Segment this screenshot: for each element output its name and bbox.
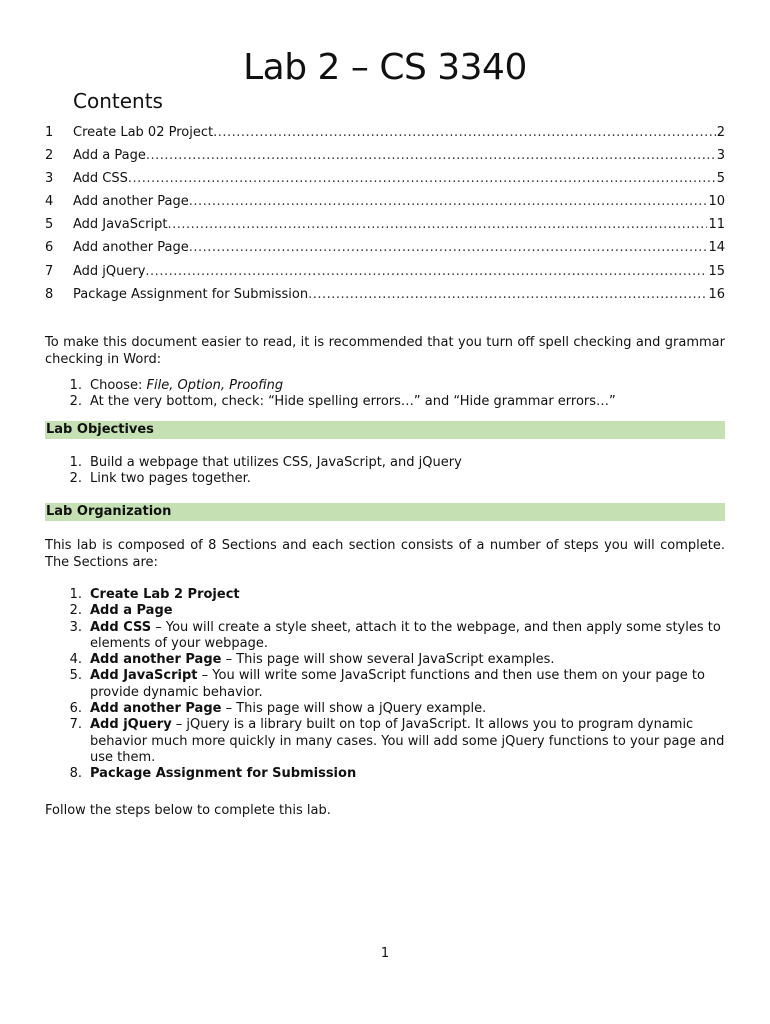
- list-item: [45, 766, 725, 782]
- list-number: 1.: [69, 455, 82, 470]
- document-title: Lab 2 – CS 3340: [243, 47, 527, 88]
- toc-leader: [213, 121, 716, 144]
- closing-paragraph: Follow the steps below to complete this lab.: [45, 803, 331, 818]
- step-text: Choose:: [90, 378, 147, 393]
- section-description: – jQuery is a library built on top of JavaScript. It allows you to program dynamic behavior much more quickly in many cases. You will add some jQuery functions to your page and use them.: [90, 717, 725, 765]
- toc-label: Add CSS: [73, 171, 128, 187]
- toc-entry[interactable]: [45, 260, 725, 283]
- section-name: Add JavaScript: [90, 668, 198, 684]
- list-item: [45, 378, 725, 394]
- list-item: [45, 587, 725, 603]
- list-item: [45, 620, 725, 653]
- toc-label: Add jQuery: [73, 263, 146, 279]
- toc-number: 6: [45, 240, 54, 256]
- objective-text: Link two pages together.: [90, 471, 251, 487]
- list-number: 7.: [69, 717, 82, 733]
- toc-leader: [189, 236, 708, 259]
- sections-list: [45, 587, 725, 783]
- list-number: 4.: [69, 652, 82, 668]
- section-name: Add CSS: [90, 619, 152, 635]
- toc-entry[interactable]: [45, 144, 725, 167]
- list-item: [45, 455, 725, 471]
- list-number: 5.: [69, 668, 82, 684]
- toc-page: 2: [716, 125, 725, 140]
- toc-number: 8: [45, 286, 54, 302]
- intro-steps-list: [45, 378, 725, 411]
- section-description: – This page will show a jQuery example.: [221, 701, 487, 717]
- toc-entry[interactable]: [45, 167, 725, 190]
- toc-leader: [128, 167, 716, 190]
- toc-entry[interactable]: [45, 236, 725, 259]
- toc-page: 15: [708, 263, 725, 279]
- toc-label: Add JavaScript: [73, 217, 168, 233]
- toc-leader: [145, 260, 707, 283]
- lab-organization-heading: Lab Organization: [45, 503, 725, 521]
- toc-label: Add another Page: [73, 194, 189, 210]
- list-item: [45, 652, 725, 668]
- toc-page: 16: [708, 286, 725, 302]
- toc-entry[interactable]: [45, 190, 725, 213]
- toc-page: 3: [716, 148, 725, 164]
- toc-page: 14: [708, 240, 725, 256]
- organization-paragraph: This lab is composed of 8 Sections and each section consists of a number of steps you will complete. The Sections are:: [45, 538, 725, 570]
- section-name: Add another Page: [90, 652, 222, 668]
- list-number: 6.: [69, 701, 82, 717]
- objectives-list: [45, 455, 725, 488]
- list-item: [45, 471, 725, 487]
- list-item: [45, 603, 725, 619]
- list-number: 8.: [69, 766, 82, 782]
- step-menu-path: File, Option, Proofing: [146, 378, 284, 393]
- list-number: 1.: [69, 378, 82, 393]
- section-description: – You will write some JavaScript functions and then use them on your page to provide dynamic behavior.: [90, 668, 705, 700]
- step-text: At the very bottom, check: “Hide spelling errors…” and “Hide grammar errors…”: [90, 394, 616, 410]
- toc-leader: [308, 283, 707, 306]
- toc-number: 1: [45, 125, 54, 140]
- toc-entry[interactable]: [45, 121, 725, 144]
- toc-number: 2: [45, 148, 54, 164]
- toc-leader: [189, 190, 708, 213]
- toc-page: 11: [708, 217, 725, 233]
- toc-entry[interactable]: [45, 213, 725, 236]
- toc-entry[interactable]: [45, 283, 725, 306]
- section-description: – You will create a style sheet, attach it to the webpage, and then apply some styles to elements of your webpage.: [90, 619, 721, 651]
- toc-number: 7: [45, 263, 54, 279]
- toc-number: 5: [45, 217, 54, 233]
- objective-text: Build a webpage that utilizes CSS, JavaScript, and jQuery: [90, 455, 462, 470]
- table-of-contents: [45, 121, 725, 306]
- page-number: 1: [380, 946, 390, 961]
- list-number: 1.: [69, 587, 82, 602]
- toc-leader: [146, 144, 716, 167]
- list-item: [45, 394, 725, 410]
- section-name: Add jQuery: [90, 717, 172, 733]
- list-item: [45, 717, 725, 766]
- toc-label: Package Assignment for Submission: [73, 286, 309, 302]
- toc-label: Add a Page: [73, 148, 146, 164]
- list-item: [45, 668, 725, 701]
- intro-paragraph: To make this document easier to read, it is recommended that you turn off spell checking and grammar checking in Word:: [45, 335, 725, 367]
- list-number: 2.: [69, 471, 82, 487]
- toc-leader: [167, 213, 707, 236]
- toc-number: 3: [45, 171, 54, 187]
- section-name: Add a Page: [90, 603, 173, 619]
- toc-page: 10: [708, 194, 725, 210]
- section-name: Package Assignment for Submission: [90, 766, 357, 782]
- toc-number: 4: [45, 194, 54, 210]
- section-description: – This page will show several JavaScript examples.: [221, 652, 555, 668]
- section-name: Create Lab 2 Project: [90, 587, 240, 602]
- lab-objectives-heading: Lab Objectives: [45, 421, 725, 439]
- list-item: [45, 701, 725, 717]
- list-number: 2.: [69, 603, 82, 619]
- toc-label: Add another Page: [73, 240, 189, 256]
- list-number: 3.: [69, 619, 82, 635]
- contents-heading: Contents: [73, 89, 163, 113]
- section-name: Add another Page: [90, 701, 222, 717]
- toc-label: Create Lab 02 Project: [73, 125, 214, 140]
- list-number: 2.: [69, 394, 82, 410]
- toc-page: 5: [716, 171, 725, 187]
